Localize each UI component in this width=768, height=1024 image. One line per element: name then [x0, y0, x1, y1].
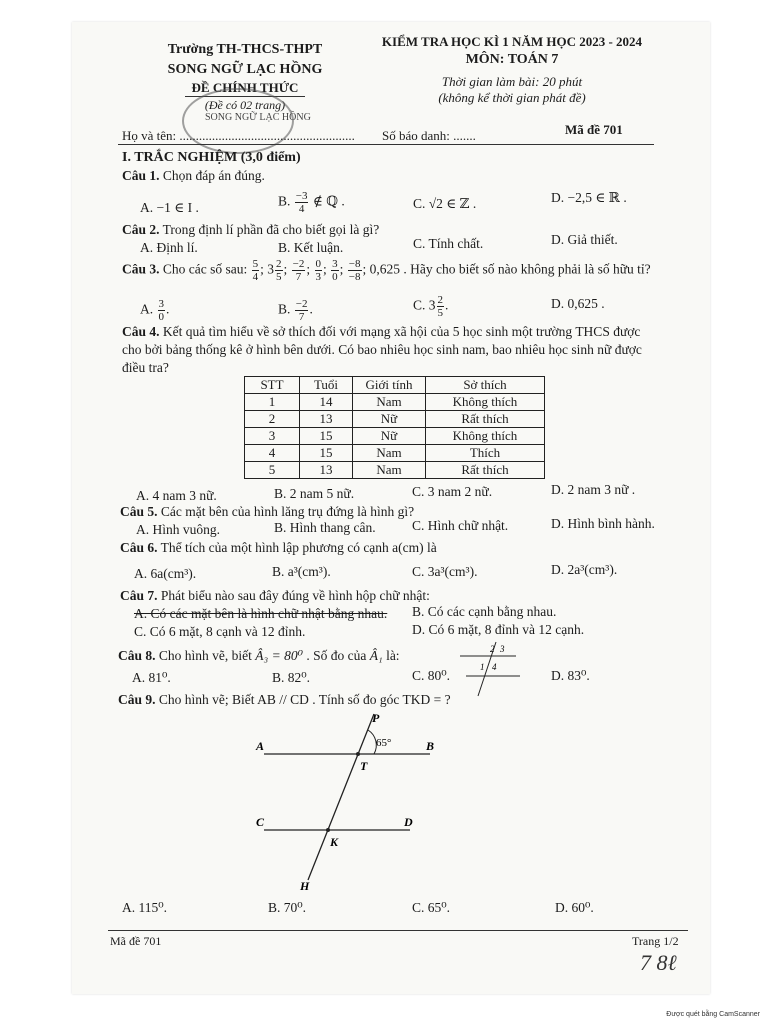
q8-label-1: 1: [480, 662, 485, 672]
q3-c-whole: 3: [428, 297, 436, 313]
q3-a-label: A.: [140, 301, 154, 317]
school-line1: Trường TH-THCS-THPT: [167, 42, 323, 57]
table-row: [245, 462, 545, 479]
q5-option-a[interactable]: A. Hình vuông.: [136, 522, 220, 537]
name-label: Họ và tên:: [122, 128, 180, 143]
table-cell: Nam: [353, 462, 426, 479]
q2-option-d[interactable]: D. Giả thiết.: [551, 232, 618, 247]
q4-table: [244, 376, 545, 479]
q4-option-b[interactable]: B. 2 nam 5 nữ.: [274, 486, 355, 501]
q9-text: Cho hình vẽ; Biết AB // CD . Tính số đo góc TKD = ?: [158, 692, 451, 707]
table-header-cell: STT: [245, 377, 300, 394]
q8-text-post: là:: [386, 648, 400, 663]
q8-figure: [456, 640, 546, 700]
q4-line1: [122, 324, 640, 340]
scanner-note: Được quét bằng CamScanner: [666, 1011, 760, 1018]
q1-b-num: −3: [295, 190, 308, 202]
q8-option-b[interactable]: B. 82⁰.: [272, 670, 311, 685]
q8-label-3: 3: [500, 644, 505, 654]
q1-text: Chọn đáp án đúng.: [162, 168, 265, 183]
q7-label: Câu 7.: [120, 588, 158, 603]
table-cell: Không thích: [426, 394, 545, 411]
q3-frac-2-num: 2: [276, 258, 282, 270]
table-cell: Nam: [353, 394, 426, 411]
q2-stem: [122, 222, 379, 238]
q4-line3: điều tra?: [122, 360, 169, 375]
q3-frac-4-num: 0: [315, 258, 322, 270]
point-t: [356, 752, 360, 756]
q1-b-den: 4: [298, 203, 305, 215]
q8-text-pre: Cho hình vẽ, biết: [158, 648, 252, 663]
q1-option-a[interactable]: A. −1 ∈ I .: [140, 200, 199, 215]
q7-stem: [120, 588, 430, 604]
q3-frac-2: [275, 258, 283, 283]
label-t: T: [360, 759, 368, 773]
q5-label: Câu 5.: [120, 504, 158, 519]
header-rule: [118, 144, 654, 145]
q3-option-b[interactable]: B. $\frac{-2}{7}$ .: [278, 298, 313, 323]
name-line: [122, 128, 355, 144]
footer-page: Trang 1/2: [632, 934, 679, 948]
q5-option-c[interactable]: C. Hình chữ nhật.: [412, 518, 509, 533]
table-cell: Rất thích: [426, 462, 545, 479]
q5-text: Các mặt bên của hình lăng trụ đứng là hình gì?: [160, 504, 415, 519]
table-header-row: [245, 377, 545, 394]
pages-note: (Đề có 02 trang): [204, 98, 286, 112]
q4-option-c[interactable]: C. 3 nam 2 nữ.: [412, 484, 493, 499]
stamp-text: SONG NGỮ LẠC HỒNG: [205, 112, 311, 123]
q3-a-den: 0: [158, 311, 164, 323]
q3-option-c[interactable]: C. 3 $\frac{2}{5}$ .: [413, 294, 449, 319]
table-cell: Rất thích: [426, 411, 545, 428]
label-d: D: [404, 815, 413, 829]
label-b: B: [426, 739, 435, 753]
q6-stem: [120, 540, 437, 556]
q1-option-c[interactable]: C. √2 ∈ ℤ .: [413, 196, 477, 211]
q7-option-c[interactable]: C. Có 6 mặt, 8 cạnh và 12 đỉnh.: [134, 624, 306, 639]
table-row: [245, 445, 545, 462]
q5-option-d[interactable]: D. Hình bình hành.: [551, 516, 655, 531]
q8-stem: [118, 648, 400, 664]
table-cell: Thích: [426, 445, 545, 462]
q3-frac-6: [348, 258, 362, 283]
q2-option-b[interactable]: B. Kết luận.: [278, 240, 344, 255]
q4-line2: cho bởi bảng thống kê ở hình bên dưới. Có bao nhiêu học sinh nam, bao nhiêu học sinh nữ được: [122, 342, 642, 357]
q7-text: Phát biểu nào sau đây đúng về hình hộp chữ nhật:: [160, 588, 430, 603]
table-cell: 5: [245, 462, 300, 479]
q9-option-a[interactable]: A. 115⁰.: [122, 900, 168, 915]
q3-b-den: 7: [298, 311, 305, 323]
q6-label: Câu 6.: [120, 540, 158, 555]
q3-frac-1-den: 4: [252, 271, 259, 283]
q7-option-d[interactable]: D. Có 6 mặt, 8 đỉnh và 12 cạnh.: [412, 622, 585, 637]
q2-text: Trong định lí phần đã cho biết gọi là gì?: [162, 222, 380, 237]
q8-option-a[interactable]: A. 81⁰.: [132, 670, 171, 685]
table-cell: 4: [245, 445, 300, 462]
table-row: [245, 394, 545, 411]
q3-frac-5: [331, 258, 339, 283]
q9-option-d[interactable]: D. 60⁰.: [555, 900, 594, 915]
q3-c-den: 5: [437, 307, 444, 319]
q3-frac-5-den: 0: [332, 271, 338, 283]
q6-option-b[interactable]: B. a³(cm³).: [272, 564, 331, 579]
q9-option-c[interactable]: C. 65⁰.: [412, 900, 451, 915]
q9-label: Câu 9.: [118, 692, 156, 707]
q6-option-c[interactable]: C. 3a³(cm³).: [412, 564, 478, 579]
q9-figure: [250, 708, 450, 898]
table-row: [245, 411, 545, 428]
q4-option-d[interactable]: D. 2 nam 3 nữ .: [551, 482, 636, 497]
label-a: A: [256, 739, 265, 753]
q3-option-a[interactable]: A. $\frac{3}{0}$ .: [140, 298, 170, 323]
q1-label: Câu 1.: [122, 168, 160, 183]
table-cell: 14: [300, 394, 353, 411]
q5-option-b[interactable]: B. Hình thang cân.: [274, 520, 376, 535]
q7-option-a[interactable]: A. Có các mặt bên là hình chữ nhật bằng nhau.: [134, 606, 388, 621]
table-cell: 3: [245, 428, 300, 445]
q1-option-d[interactable]: D. −2,5 ∈ ℝ .: [551, 190, 627, 205]
q6-option-a[interactable]: A. 6a(cm³).: [134, 566, 197, 581]
q1-stem: [122, 168, 265, 184]
q3-c-label: C.: [413, 297, 426, 313]
q9-stem: [118, 692, 451, 708]
q3-frac-2-whole: 3: [267, 261, 275, 277]
official-label: ĐỀ CHÍNH THỨC: [185, 80, 305, 97]
q3-a-num: 3: [158, 298, 164, 310]
label-k: K: [330, 835, 339, 849]
table-header-cell: Tuổi: [300, 377, 353, 394]
exam-code-box: Mã đề 701: [565, 122, 623, 137]
table-header-cell: Giới tính: [353, 377, 426, 394]
q3-frac-4-den: 3: [315, 271, 322, 283]
q3-text-pre: Cho các số sau:: [162, 261, 248, 277]
q8-option-c[interactable]: C. 80⁰.: [412, 668, 451, 683]
q6-option-d[interactable]: D. 2a³(cm³).: [551, 562, 618, 577]
table-cell: 13: [300, 462, 353, 479]
q3-stem: Câu 3. Cho các số sau: $\frac{5}{4}$ ; 3 $\frac{2}{5}$ ; $\frac{-2}{7}$ ; $\frac{0}{3}$ ; $\frac{3}{0}$ ; $\frac{-8}{-8}$ ; 0,625 . Hãy cho biết số nào không phải là số hữu tỉ?: [122, 258, 651, 283]
label-p: P: [372, 711, 380, 725]
table-cell: 13: [300, 411, 353, 428]
q4-table-wrap: [244, 376, 545, 479]
q3-c-num: 2: [437, 294, 444, 306]
q2-option-a[interactable]: A. Định lí.: [140, 240, 198, 255]
q2-option-c[interactable]: C. Tính chất.: [413, 236, 484, 251]
q3-frac-3: [292, 258, 306, 283]
time: Thời gian làm bài: 20 phút: [441, 74, 583, 89]
q1-b-suffix: ∉ ℚ .: [312, 193, 345, 209]
table-cell: 2: [245, 411, 300, 428]
q7-option-b[interactable]: B. Có các cạnh bằng nhau.: [412, 604, 557, 619]
table-cell: Nữ: [353, 428, 426, 445]
table-row: [245, 428, 545, 445]
q4-text1: Kết quả tìm hiểu về sở thích đối với mạng xã hội của 5 học sinh một trường THCS được: [162, 324, 641, 339]
table-header-cell: Sở thích: [426, 377, 545, 394]
table-cell: 15: [300, 428, 353, 445]
q4-option-a[interactable]: A. 4 nam 3 nữ.: [136, 488, 217, 503]
table-cell: Không thích: [426, 428, 545, 445]
label-h: H: [300, 879, 310, 893]
q3-c-fraction: [437, 294, 445, 319]
q8-label-4: 4: [492, 662, 497, 672]
q3-frac-3-num: −2: [292, 258, 305, 270]
q9-option-b[interactable]: B. 70⁰.: [268, 900, 307, 915]
q3-frac-6-den: −8: [348, 271, 361, 283]
q3-b-num: −2: [295, 298, 308, 310]
q3-a-fraction: [158, 298, 166, 323]
q3-frac-3-den: 7: [295, 271, 302, 283]
section-title: I. TRẮC NGHIỆM (3,0 điểm): [122, 150, 301, 165]
q3-frac-5-num: 3: [332, 258, 338, 270]
q8-asked: Â₁: [369, 648, 383, 663]
q8-option-d[interactable]: D. 83⁰.: [551, 668, 590, 683]
student-id: Số báo danh: .......: [382, 128, 476, 143]
table-cell: 15: [300, 445, 353, 462]
footer-code: Mã đề 701: [110, 934, 162, 948]
table-cell: Nữ: [353, 411, 426, 428]
q3-option-d[interactable]: D. 0,625 .: [551, 296, 605, 311]
name-dots: ......................................................: [179, 128, 355, 143]
q6-text: Thể tích của một hình lập phương có cạnh a(cm) là: [160, 540, 437, 555]
footer-rule: [108, 930, 688, 931]
line-ph: [308, 714, 374, 880]
q3-frac-6-num: −8: [348, 258, 361, 270]
q3-b-label: B.: [278, 301, 291, 317]
q8-text-mid: . Số đo của: [306, 648, 367, 663]
table-cell: 1: [245, 394, 300, 411]
q3-b-fraction: [295, 298, 309, 323]
q3-frac-2-den: 5: [276, 271, 282, 283]
q4-label: Câu 4.: [122, 324, 160, 339]
q1-option-b[interactable]: [278, 190, 345, 215]
q1-b-prefix: B.: [278, 193, 291, 209]
time-note: (không kể thời gian phát đề): [438, 90, 586, 105]
q3-frac-1-num: 5: [252, 258, 259, 270]
q8-label: Câu 8.: [118, 648, 156, 663]
table-cell: Nam: [353, 445, 426, 462]
q3-label: Câu 3.: [122, 261, 160, 277]
q3-frac-4: [315, 258, 323, 283]
q3-frac-1: [252, 258, 260, 283]
handwritten-score: 7 8ℓ: [640, 950, 677, 975]
q8-given: Â₃ = 80⁰: [255, 648, 303, 663]
q8-label-2: 2: [490, 644, 495, 654]
label-c: C: [256, 815, 265, 829]
exam-title: KIỂM TRA HỌC KÌ 1 NĂM HỌC 2023 - 2024: [381, 34, 643, 49]
q3-text-post: ; 0,625 . Hãy cho biết số nào không phải là số hữu tỉ?: [362, 261, 651, 277]
q5-stem: [120, 504, 414, 520]
label-angle: 65°: [376, 737, 392, 749]
q2-label: Câu 2.: [122, 222, 160, 237]
q1-b-fraction: [295, 190, 309, 215]
subject: MÔN: TOÁN 7: [465, 52, 559, 67]
school-line2: SONG NGỮ LẠC HỒNG: [167, 62, 323, 77]
point-k: [326, 828, 330, 832]
